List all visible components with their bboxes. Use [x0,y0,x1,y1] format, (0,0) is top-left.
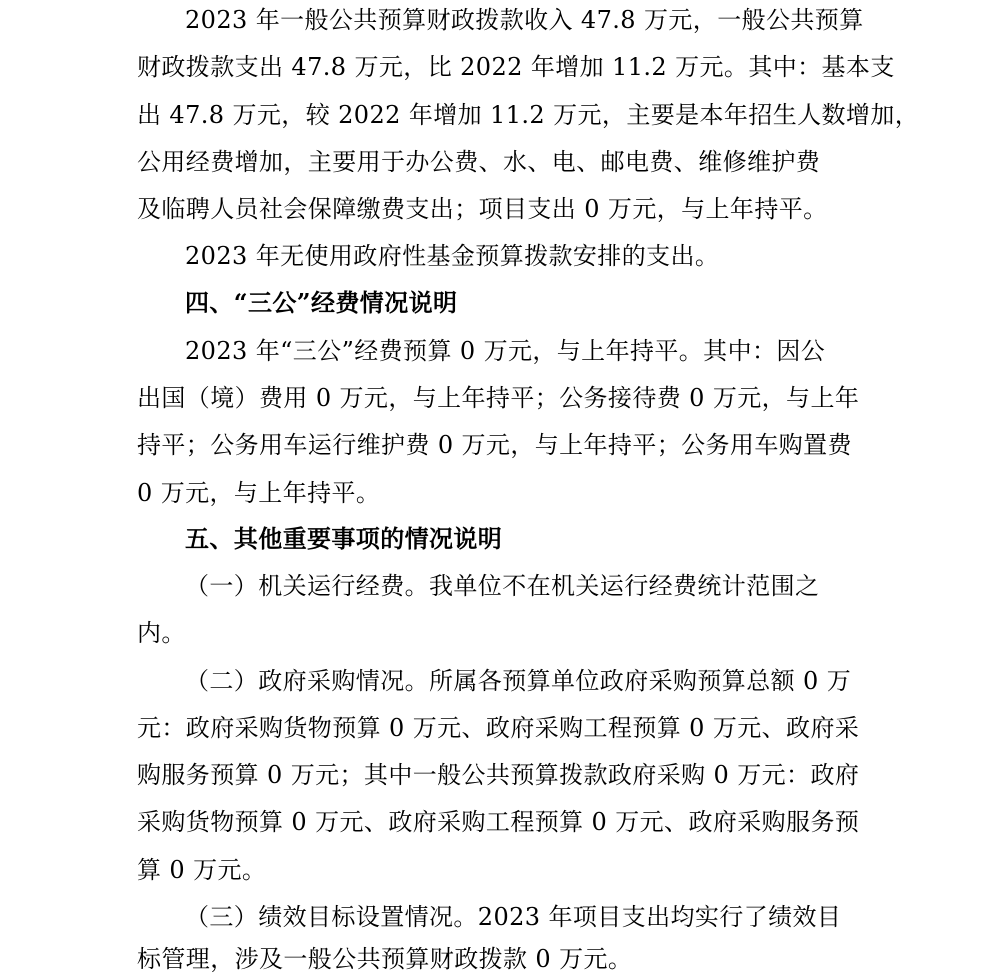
section-heading-four: 四、“三公”经费情况说明 [185,288,458,317]
paragraph-line: 元：政府采购货物预算 0 万元、政府采购工程预算 0 万元、政府采 [137,714,860,742]
paragraph-line: 持平；公务用车运行维护费 0 万元，与上年持平；公务用车购置费 [137,431,852,459]
paragraph-line: 算 0 万元。 [137,856,267,884]
paragraph-line: 2023 年无使用政府性基金预算拨款安排的支出。 [185,242,720,270]
paragraph-line: 采购货物预算 0 万元、政府采购工程预算 0 万元、政府采购服务预 [137,808,860,836]
paragraph-line: 公用经费增加，主要用于办公费、水、电、邮电费、维修维护费 [137,148,821,176]
paragraph-line: （三）绩效目标设置情况。2023 年项目支出均实行了绩效目 [185,903,842,931]
paragraph-line: 标管理，涉及一般公共预算财政拨款 0 万元。 [137,945,633,973]
paragraph-line: 2023 年“三公”经费预算 0 万元，与上年持平。其中：因公 [185,337,826,365]
paragraph-line: （一）机关运行经费。我单位不在机关运行经费统计范围之 [185,572,820,600]
paragraph-line: 出 47.8 万元，较 2022 年增加 11.2 万元，主要是本年招生人数增加， [137,101,920,129]
paragraph-line: 购服务预算 0 万元；其中一般公共预算拨款政府采购 0 万元：政府 [137,761,860,789]
paragraph-line: 0 万元，与上年持平。 [137,479,381,507]
section-heading-five: 五、其他重要事项的情况说明 [185,524,503,553]
paragraph-line: 出国（境）费用 0 万元，与上年持平；公务接待费 0 万元，与上年 [137,384,860,412]
paragraph-line: 及临聘人员社会保障缴费支出；项目支出 0 万元，与上年持平。 [137,195,828,223]
paragraph-line: （二）政府采购情况。所属各预算单位政府采购预算总额 0 万 [185,667,852,695]
paragraph-line: 2023 年一般公共预算财政拨款收入 47.8 万元，一般公共预算 [185,6,864,34]
paragraph-line: 内。 [137,619,186,647]
paragraph-line: 财政拨款支出 47.8 万元，比 2022 年增加 11.2 万元。其中：基本支 [137,53,895,81]
